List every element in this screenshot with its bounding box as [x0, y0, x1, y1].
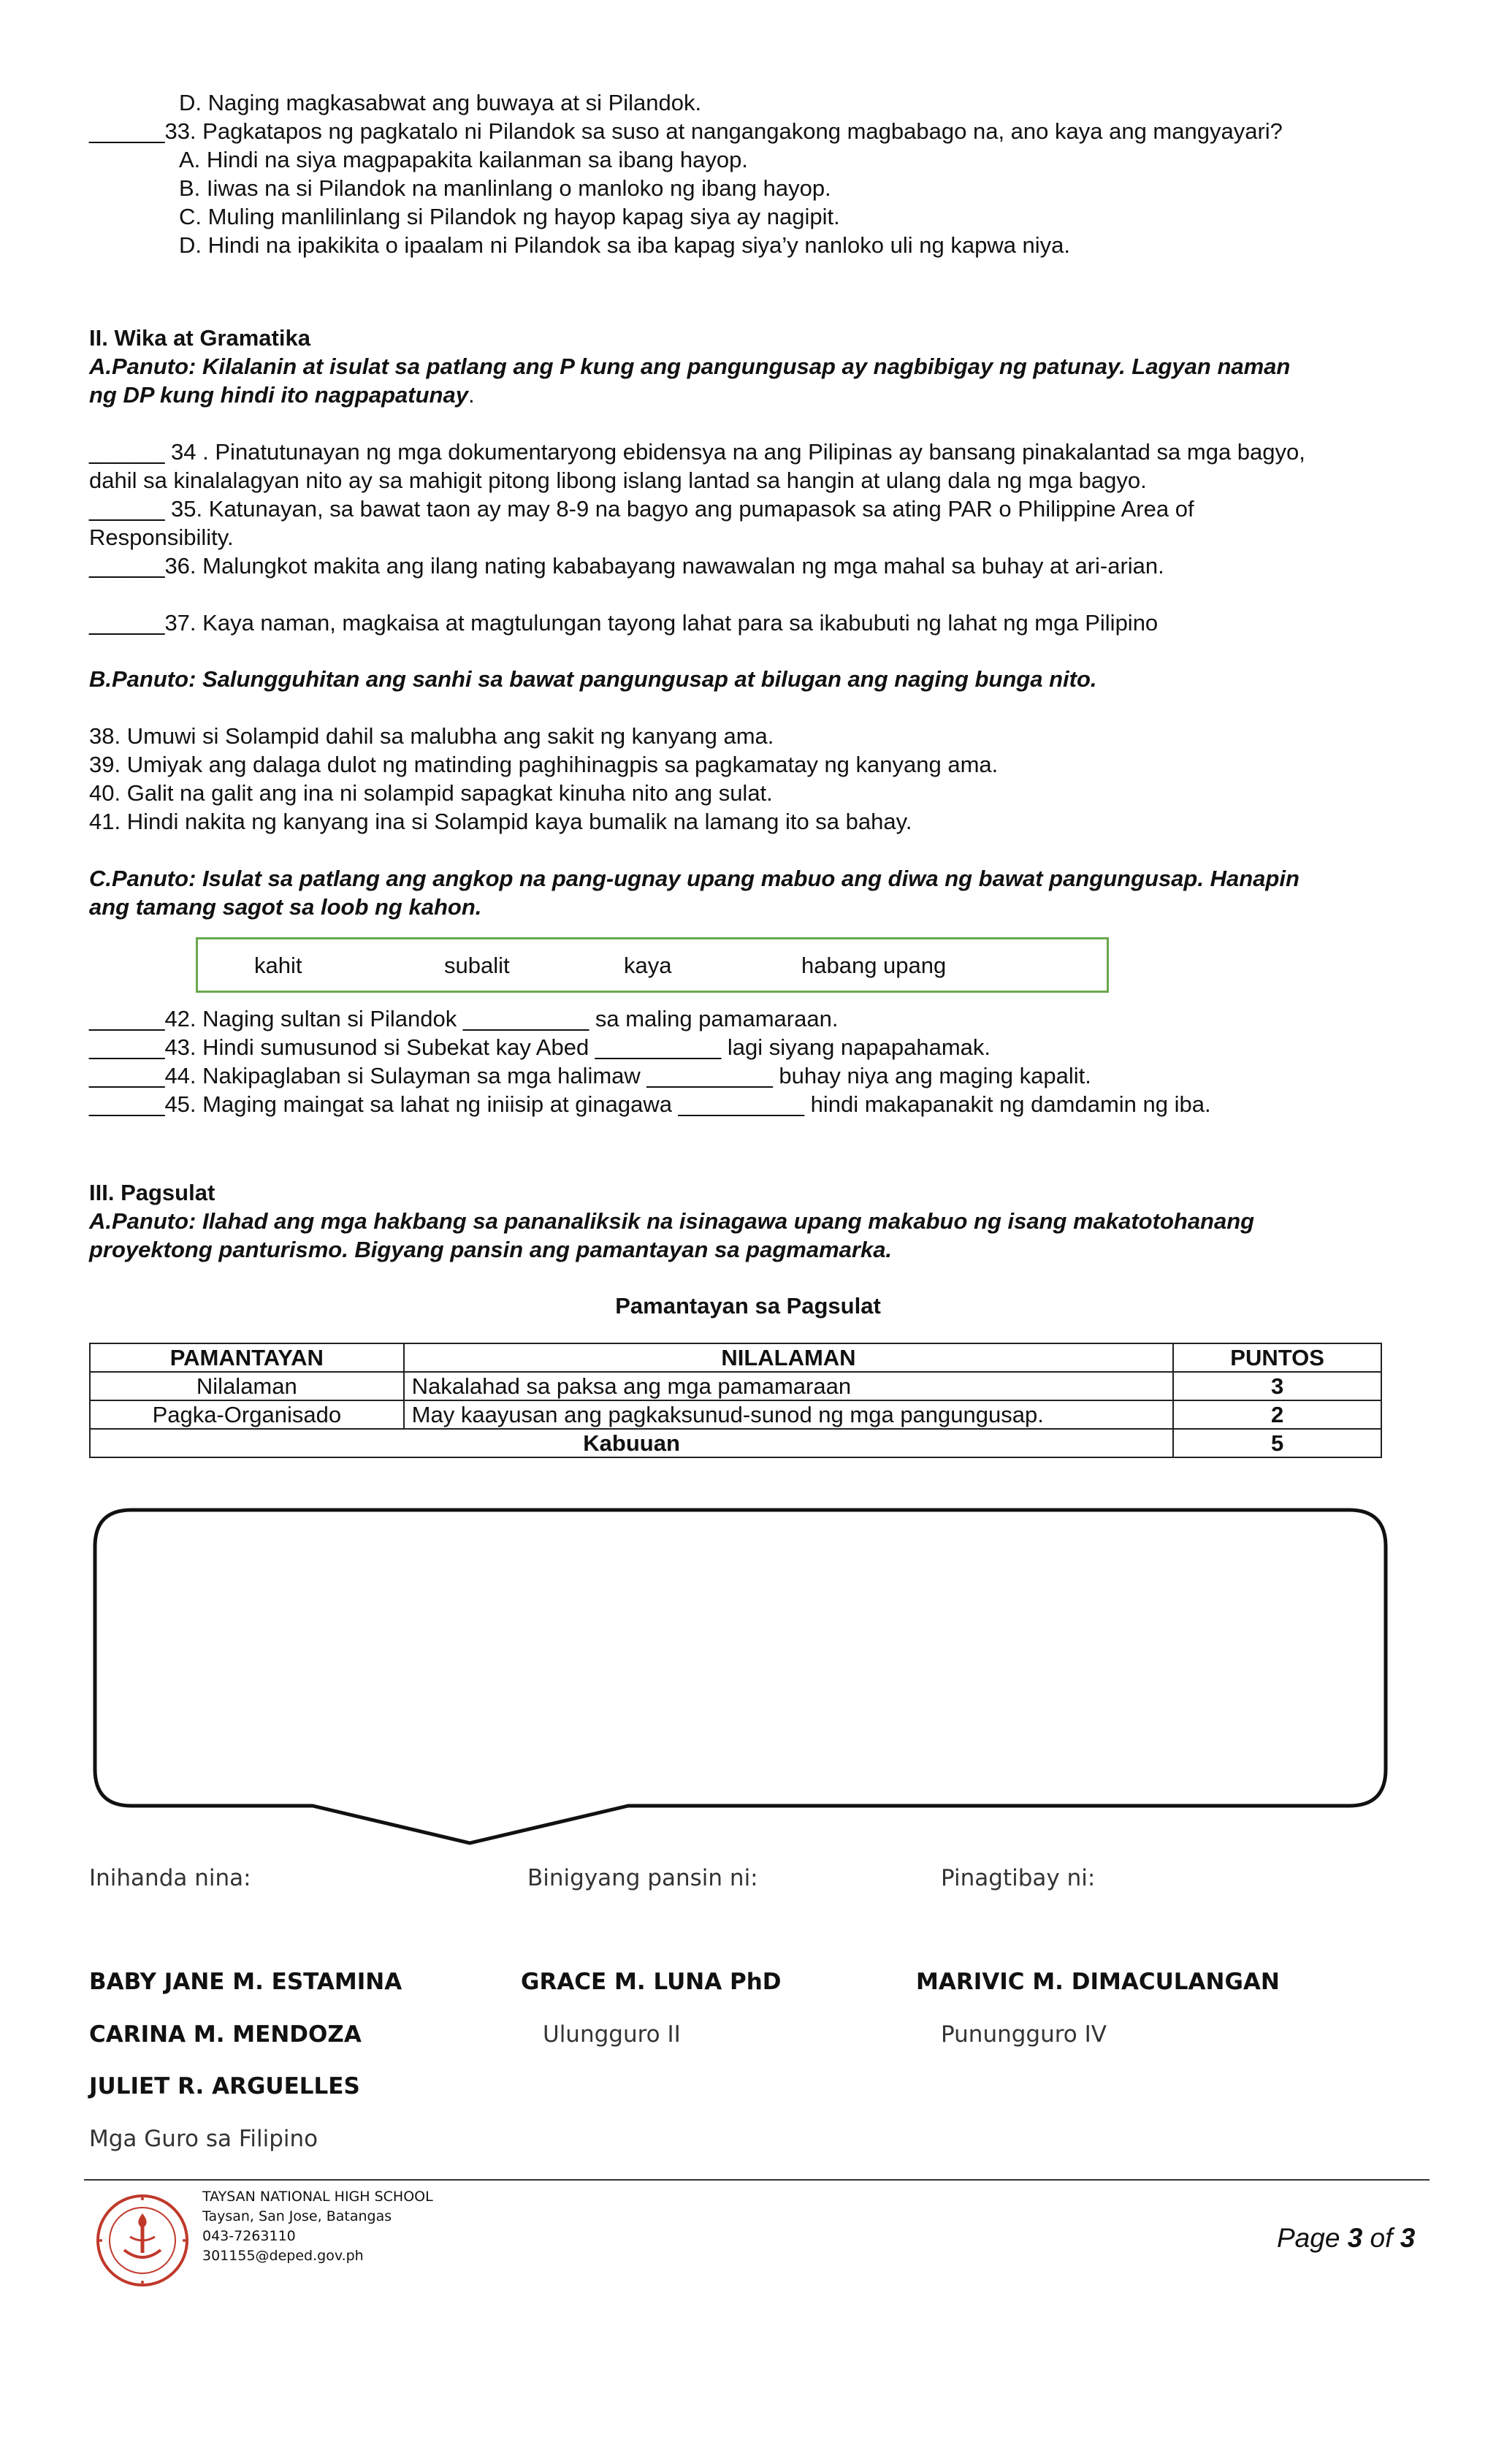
instruction-label: B.Panuto: [89, 666, 189, 692]
instruction-text: : Isulat sa patlang ang angkop na pang-ugnay upang mabuo ang diwa ng bawat pangungusap. Hanapin: [188, 866, 1300, 891]
q33-option-d: D. Hindi na ipakikita o ipaalam ni Pilandok sa iba kapag siya’y nanloko uli ng kapwa niya.: [179, 232, 1071, 258]
total-label-cell: Kabuuan: [90, 1429, 1173, 1457]
q33-option-c: C. Muling manlilinlang si Pilandok ng hayop kapag siya ay nagipit.: [179, 204, 840, 229]
page-label: Page: [1277, 2223, 1348, 2253]
principal-role: Punungguro IV: [941, 2021, 1107, 2048]
section3-title: III. Pagsulat: [89, 1180, 215, 1205]
school-address: Taysan, San Jose, Batangas: [202, 2208, 392, 2224]
item-45: ______45. Maging maingat sa lahat ng iniisip at ginagawa __________ hindi makapanakit ng damdamin ng iba.: [89, 1091, 1211, 1117]
page-of-label: of: [1362, 2223, 1400, 2253]
head-teacher-role: Ulungguro II: [543, 2021, 681, 2048]
item-39: 39. Umiyak ang dalaga dulot ng matinding paghihinagpis sa pagkamatay ng kanyang ama.: [89, 752, 999, 777]
rubric-title: Pamantayan sa Pagsulat: [615, 1293, 881, 1319]
points-cell: 2: [1173, 1400, 1381, 1429]
item-42: ______42. Naging sultan si Pilandok __________ sa maling pamamaraan.: [89, 1006, 839, 1031]
word-choice: kahit: [254, 953, 302, 978]
item-40: 40. Galit na galit ang ina ni solampid sapagkat kinuha nito ang sulat.: [89, 780, 773, 806]
item-38: 38. Umuwi si Solampid dahil sa malubha ang sakit ng kanyang ama.: [89, 723, 774, 749]
school-name: TAYSAN NATIONAL HIGH SCHOOL: [202, 2189, 433, 2205]
instruction-text: : Salungguhitan ang sanhi sa bawat pangungusap at bilugan ang naging bunga nito.: [188, 666, 1097, 692]
instruction-text: ng DP kung hindi ito nagpapatunay: [89, 382, 468, 408]
item-34-line2: dahil sa kinalalagyan nito ay sa mahigit pitong libong islang lantad sa hangin at ulang dala ng mga bagyo.: [89, 468, 1147, 493]
school-email: 301155@deped.gov.ph: [202, 2248, 364, 2264]
item-36: ______36. Malungkot makita ang ilang nating kababayang nawawalan ng mga mahal sa buhay at ari-arian.: [89, 553, 1164, 579]
teacher-name: JULIET R. ARGUELLES: [89, 2073, 360, 2099]
q32-option-d: D. Naging magkasabwat ang buwaya at si Pilandok.: [179, 90, 702, 115]
prepared-by-label: Inihanda nina:: [89, 1865, 251, 1891]
school-seal-logo: [95, 2193, 190, 2288]
teacher-name: CARINA M. MENDOZA: [89, 2021, 362, 2048]
section2-title: II. Wika at Gramatika: [89, 325, 310, 351]
q33-option-a: A. Hindi na siya magpapakita kailanman sa ibang hayop.: [179, 147, 748, 172]
item-41: 41. Hindi nakita ng kanyang ina si Solampid kaya bumalik na lamang ito sa bahay.: [89, 809, 912, 834]
head-teacher-name: GRACE M. LUNA PhD: [521, 1969, 782, 1995]
section3-instruction-line2: proyektong panturismo. Bigyang pansin ang pamantayan sa pagmamarka.: [89, 1237, 893, 1262]
column-header: PAMANTAYAN: [90, 1343, 404, 1372]
instruction-period: .: [468, 382, 475, 408]
item-44: ______44. Nakipaglaban si Sulayman sa mga halimaw __________ buhay niya ang maging kapalit.: [89, 1063, 1091, 1088]
q33-option-b: B. Iiwas na si Pilandok na manlinlang o manloko ng ibang hayop.: [179, 175, 831, 201]
approved-by-label: Pinagtibay ni:: [941, 1865, 1096, 1891]
description-cell: Nakalahad sa paksa ang mga pamamaraan: [404, 1372, 1174, 1400]
page-number: [1277, 2223, 1415, 2254]
points-cell: 3: [1173, 1372, 1381, 1400]
item-35-line1: ______ 35. Katunayan, sa bawat taon ay may 8-9 na bagyo ang pumapasok sa ating PAR o Philippine Area of: [89, 496, 1194, 522]
column-header: NILALAMAN: [404, 1343, 1174, 1372]
noted-by-label: Binigyang pansin ni:: [527, 1865, 758, 1891]
q33-text: 33. Pagkatapos ng pagkatalo ni Pilandok sa suso at nangangakong magbabago na, ano kaya ang mangyayari?: [164, 118, 1283, 144]
item-34-line1: ______ 34 . Pinatutunayan ng mga dokumentaryong ebidensya na ang Pilipinas ay bansang pinakalantad sa mga bagyo,: [89, 439, 1305, 465]
section3-instruction-line1: A.Panuto: Ilahad ang mga hakbang sa pananaliksik na isinagawa upang makabuo ng isang makatotohanang: [89, 1208, 1255, 1234]
word-choice: habang upang: [801, 953, 947, 978]
answer-blank: ______: [89, 118, 165, 144]
school-phone: 043-7263110: [202, 2228, 296, 2244]
footer-divider: [84, 2179, 1430, 2181]
criteria-cell: Pagka-Organisado: [90, 1400, 404, 1429]
section2-a-instruction-line1: A.Panuto: Kilalanin at isulat sa patlang ang P kung ang pangungusap ay nagbibigay ng patunay. Lagyan naman: [89, 354, 1291, 379]
item-37: ______37. Kaya naman, magkaisa at magtulungan tayong lahat para sa ikabubuti ng lahat ng mga Pilipino: [89, 610, 1159, 636]
item-43: ______43. Hindi sumusunod si Subekat kay Abed __________ lagi siyang napapahamak.: [89, 1034, 991, 1060]
section2-c-instruction-line2: ang tamang sagot sa loob ng kahon.: [89, 894, 482, 920]
instruction-label: C.Panuto: [89, 866, 189, 891]
page-total: 3: [1400, 2223, 1416, 2253]
page-current: 3: [1347, 2223, 1363, 2253]
word-choice: subalit: [444, 953, 510, 978]
teacher-name: BABY JANE M. ESTAMINA: [89, 1969, 402, 1995]
description-cell: May kaayusan ang pagkaksunud-sunod ng mga pangungusap.: [404, 1400, 1174, 1429]
item-35-line2: Responsibility.: [89, 525, 234, 550]
principal-name: MARIVIC M. DIMACULANGAN: [916, 1969, 1280, 1995]
total-points-cell: 5: [1173, 1429, 1381, 1457]
criteria-cell: Nilalaman: [90, 1372, 404, 1400]
word-choice: kaya: [624, 953, 672, 978]
teachers-role: Mga Guro sa Filipino: [89, 2126, 318, 2152]
column-header: PUNTOS: [1173, 1343, 1381, 1372]
